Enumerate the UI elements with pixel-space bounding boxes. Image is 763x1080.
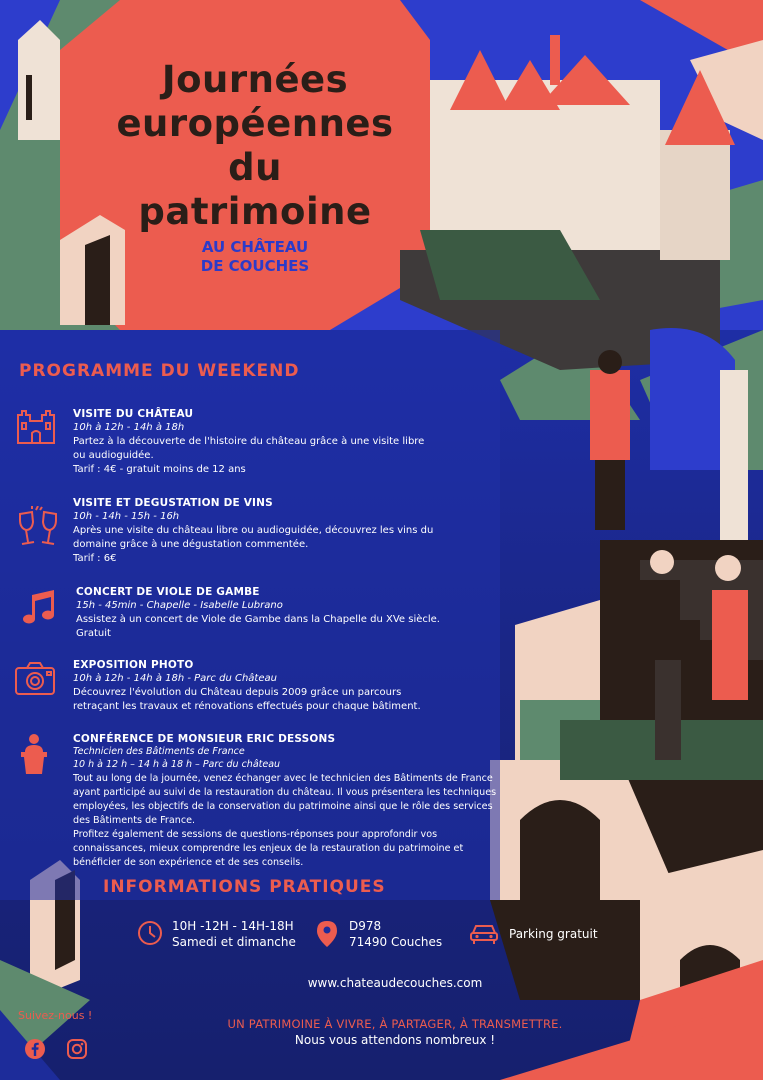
follow-label: Suivez-nous ! xyxy=(18,1009,93,1022)
address-line: 71490 Couches xyxy=(349,935,443,949)
event-time: 10h - 14h - 15h - 16h xyxy=(73,511,180,522)
event-body xyxy=(73,496,493,566)
parking-text: Parking gratuit xyxy=(509,927,598,941)
event-desc-line: Profitez également de sessions de questions-réponses pour approfondir vos xyxy=(73,829,438,840)
event-body xyxy=(73,732,493,772)
event-exposition-photo xyxy=(14,658,494,716)
camera-icon xyxy=(14,660,58,700)
event-desc-line: ou audioguidée. xyxy=(73,450,154,461)
event-desc-line: bénéficier de son expérience et de ses conseils. xyxy=(73,857,304,868)
lectern-speaker-icon xyxy=(14,732,58,772)
event-desc-line: Tarif : 4€ - gratuit moins de 12 ans xyxy=(73,464,246,475)
music-note-icon xyxy=(20,587,64,627)
event-time: 10h à 12h - 14h à 18h - Parc du Château xyxy=(73,673,277,684)
castle-icon xyxy=(14,407,58,447)
event-desc-line: Découvrez l'évolution du Château depuis 2009 grâce un parcours xyxy=(73,687,402,698)
title-line: patrimoine xyxy=(138,190,372,233)
event-time: 10h à 12h - 14h à 18h xyxy=(73,422,185,433)
title-block xyxy=(100,58,410,276)
event-subtitle: Technicien des Bâtiments de France xyxy=(73,746,245,757)
event-desc-line: connaissances, mieux comprendre les enjeux de la restauration du patrimoine et xyxy=(73,843,464,854)
event-desc-line: ayant participé au suivi de la restauration du château. Il vous présentera les techniques xyxy=(73,787,497,798)
event-concert xyxy=(14,585,494,640)
page-subtitle xyxy=(100,238,410,276)
subtitle-line: DE COUCHES xyxy=(200,257,310,275)
car-icon xyxy=(469,922,499,946)
event-desc-line: Tout au long de la journée, venez échanger avec le technicien des Bâtiments de France xyxy=(73,773,493,784)
event-visite-chateau xyxy=(14,407,494,477)
info-address-text xyxy=(349,918,469,950)
event-title: CONFÉRENCE DE MONSIEUR ERIC DESSONS xyxy=(73,733,336,745)
event-desc-line: Partez à la découverte de l'histoire du château grâce à une visite libre xyxy=(73,436,425,447)
days-line: Samedi et dimanche xyxy=(172,935,296,949)
event-desc-line: retraçant les travaux et rénovations effectués pour chaque bâtiment. xyxy=(73,701,421,712)
event-desc-line: des Bâtiments de France. xyxy=(73,815,196,826)
event-body xyxy=(73,407,493,477)
event-time: 15h - 45min - Chapelle - Isabelle Lubrano xyxy=(76,600,283,611)
event-desc-line: domaine grâce à une dégustation commentée. xyxy=(73,539,309,550)
title-line: européennes xyxy=(116,102,394,145)
clock-icon xyxy=(137,920,163,946)
event-degustation-vins xyxy=(14,496,494,566)
title-line: Journées xyxy=(161,58,349,101)
location-pin-icon xyxy=(316,920,338,948)
tagline: UN PATRIMOINE À VIVRE, À PARTAGER, À TRANSMETTRE. xyxy=(227,1017,563,1031)
instagram-icon[interactable] xyxy=(66,1038,88,1060)
event-desc-line: Gratuit xyxy=(76,628,111,639)
event-time: 10 h à 12 h – 14 h à 18 h – Parc du château xyxy=(73,759,281,770)
event-body xyxy=(76,585,496,641)
event-desc-line: Après une visite du château libre ou audioguidée, découvrez les vins du xyxy=(73,525,434,536)
title-line: du xyxy=(228,146,282,189)
event-title: VISITE ET DEGUSTATION DE VINS xyxy=(73,497,273,509)
event-title: VISITE DU CHÂTEAU xyxy=(73,408,194,420)
event-title: EXPOSITION PHOTO xyxy=(73,659,194,671)
event-desc-line: Assistez à un concert de Viole de Gambe dans la Chapelle du XVe siècle. xyxy=(76,614,440,625)
hours-line: 10H -12H - 14H-18H xyxy=(172,919,294,933)
website-link[interactable]: www.chateaudecouches.com xyxy=(307,976,483,990)
page-title xyxy=(100,58,410,234)
closing-text: Nous vous attendons nombreux ! xyxy=(294,1033,496,1047)
facebook-icon[interactable] xyxy=(24,1038,46,1060)
event-title: CONCERT DE VIOLE DE GAMBE xyxy=(76,586,260,598)
infos-heading: INFORMATIONS PRATIQUES xyxy=(103,877,386,897)
event-desc xyxy=(73,772,505,870)
info-hours-text xyxy=(172,918,312,950)
subtitle-line: AU CHÂTEAU xyxy=(201,238,309,256)
address-line: D978 xyxy=(349,919,382,933)
event-desc-line: Tarif : 6€ xyxy=(73,553,117,564)
wine-glasses-icon xyxy=(14,506,58,546)
programme-heading: PROGRAMME DU WEEKEND xyxy=(19,361,300,381)
event-body xyxy=(73,658,493,714)
event-conference xyxy=(14,732,497,872)
event-desc-line: employées, les objectifs de la conservation du patrimoine ainsi que le rôle des services xyxy=(73,801,493,812)
